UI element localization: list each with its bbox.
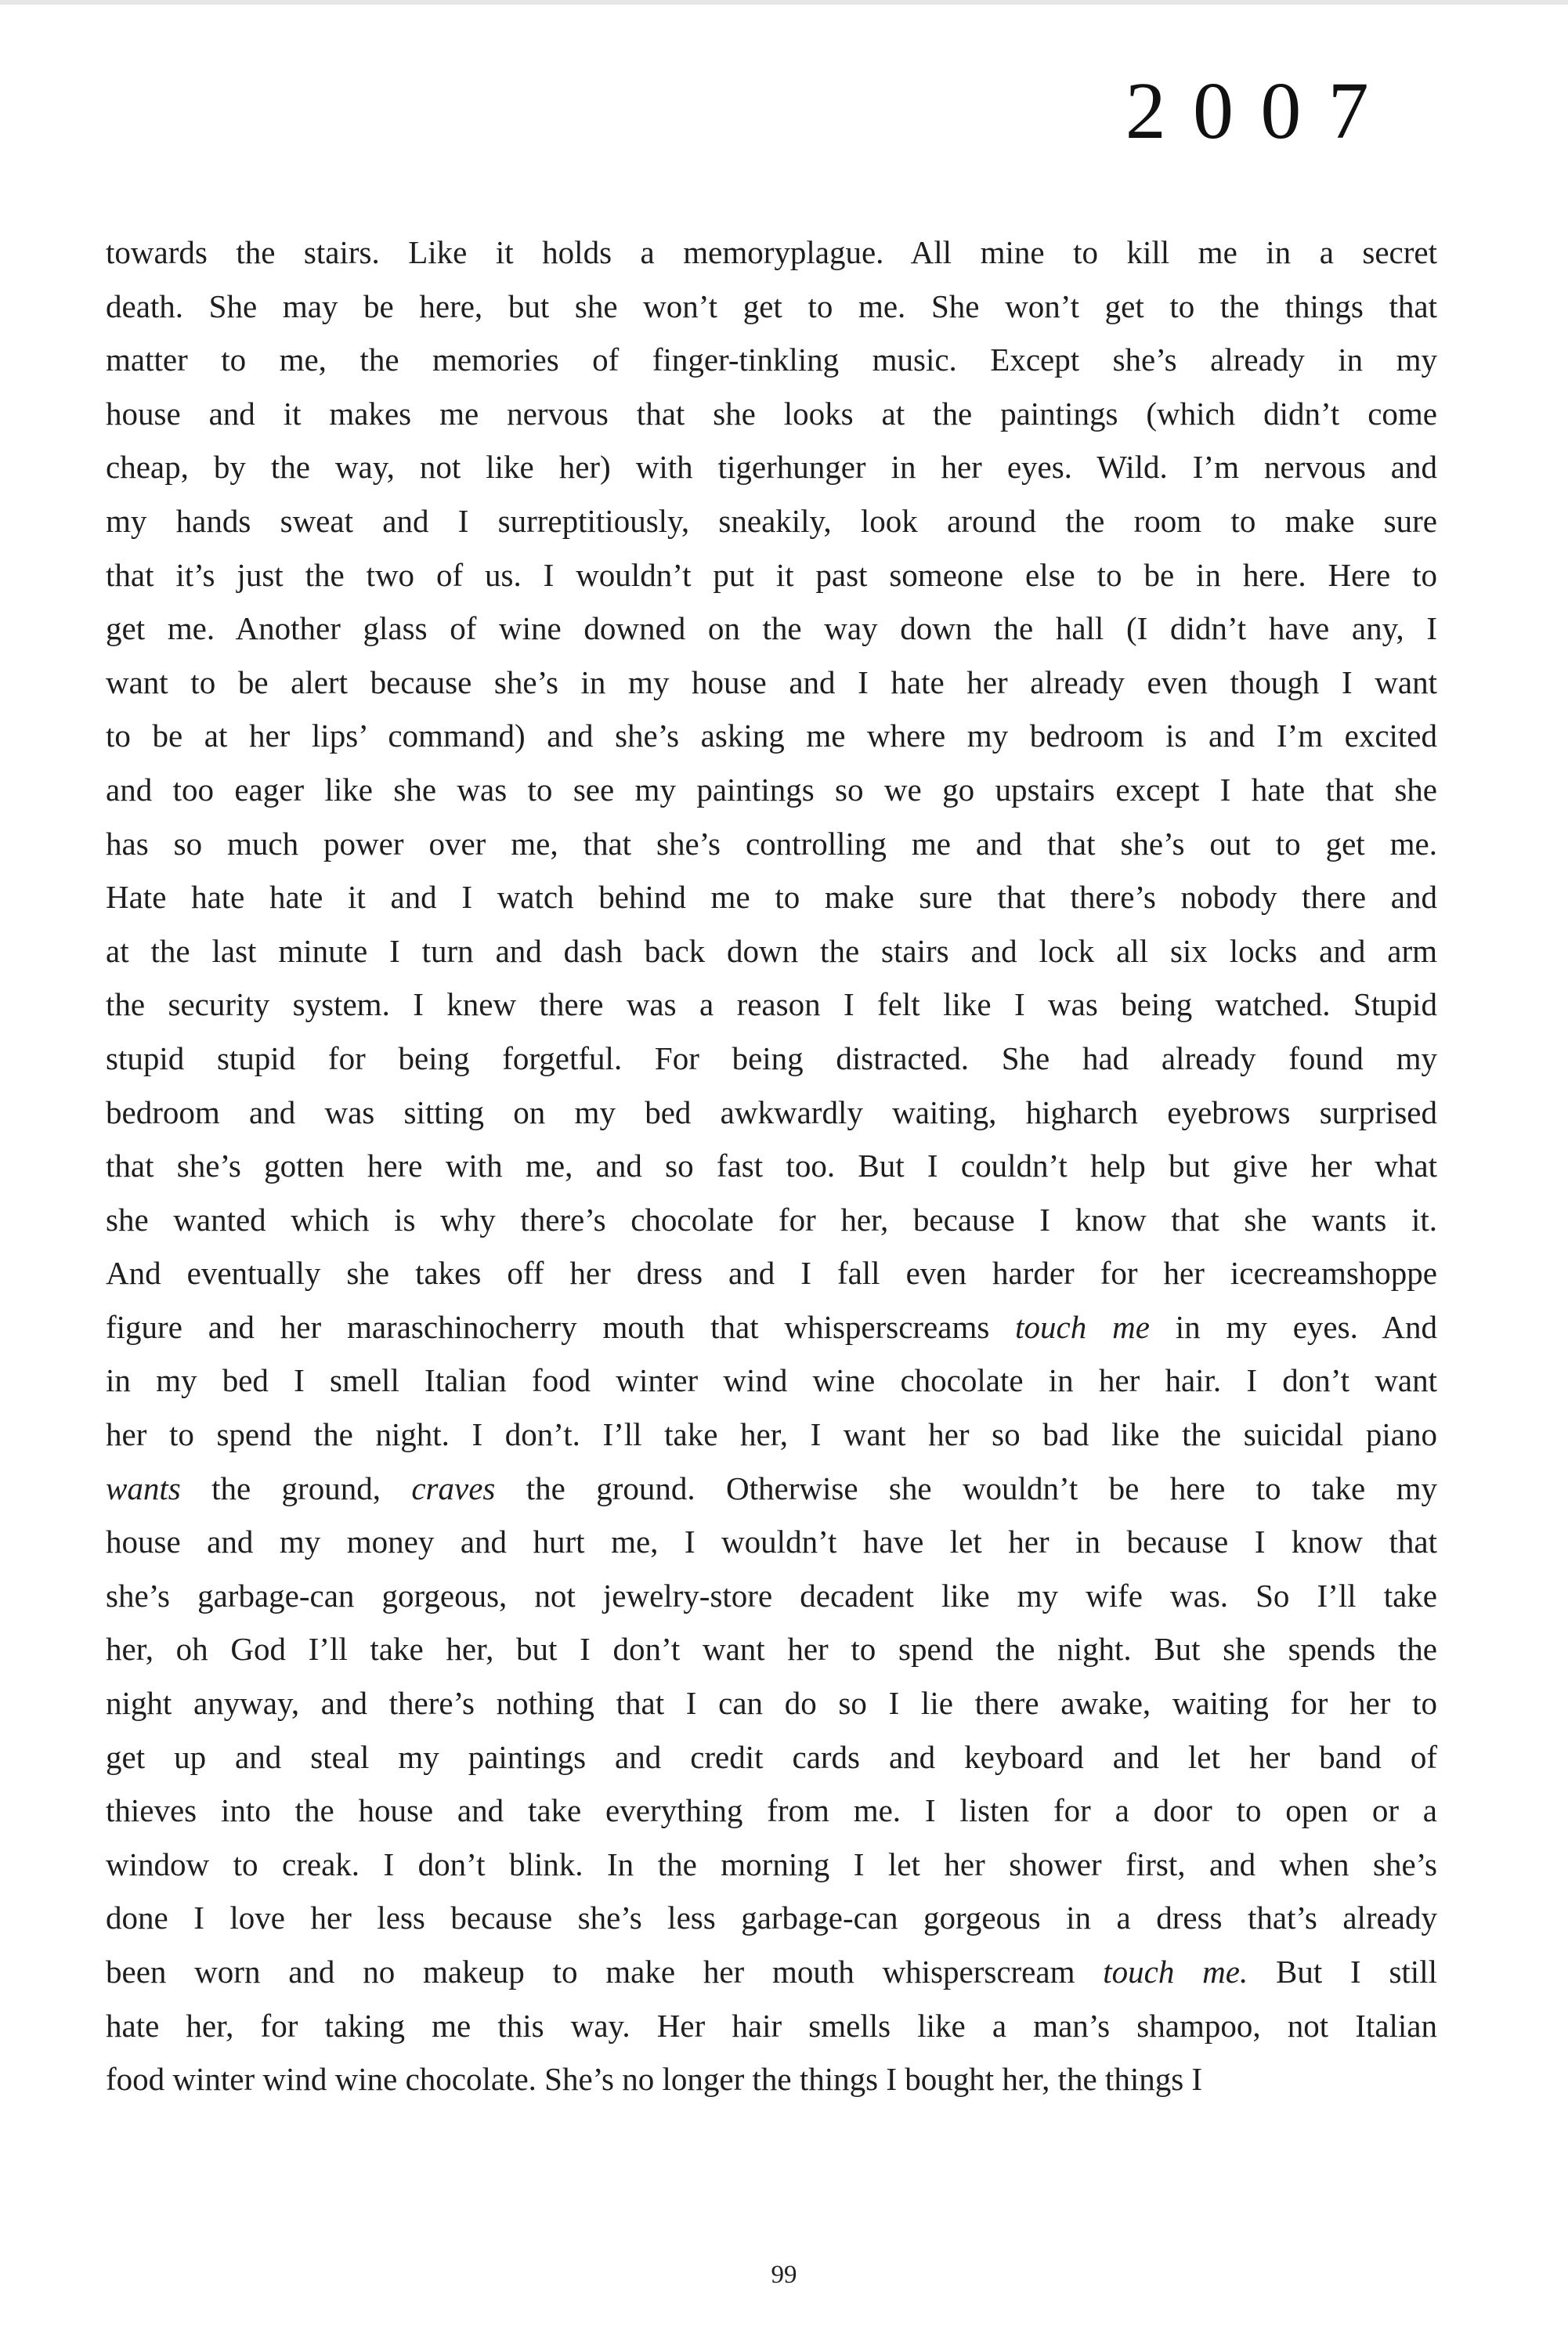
text-segment: But I still [1248, 1954, 1437, 1990]
text-line: has so much power over me, that she’s controlling me and that she’s out to get me. [106, 825, 1437, 862]
text-line: she’s garbage-can gorgeous, not jewelry-store decadent like my wife was. So I’ll take [106, 1577, 1437, 1614]
text-line: stupid stupid for being forgetful. For being distracted. She had already found my [106, 1039, 1437, 1076]
text-segment: in my eyes. And [1149, 1308, 1438, 1345]
text-line [106, 1462, 1437, 1516]
text-line [106, 1945, 1437, 1999]
text-line: bedroom and was sitting on my bed awkwardly waiting, higharch eyebrows surprised [106, 1094, 1437, 1130]
text-line: get up and steal my paintings and credit cards and keyboard and let her band of [106, 1738, 1437, 1775]
text-line: her to spend the night. I don’t. I’ll take her, I want her so bad like the suicidal piano [106, 1416, 1437, 1453]
text-line: and too eager like she was to see my paintings so we go upstairs except I hate that she [106, 771, 1437, 808]
text-segment: the ground, [180, 1470, 412, 1506]
text-line [106, 1300, 1437, 1354]
text-line: want to be alert because she’s in my house and I hate her already even though I want [106, 663, 1437, 700]
text-line: food winter wind wine chocolate. She’s no longer the things I bought her, the things I [106, 2061, 1203, 2098]
page-top-edge [0, 0, 1568, 5]
text-line: to be at her lips’ command) and she’s asking me where my bedroom is and I’m excited [106, 718, 1437, 754]
text-line: my hands sweat and I surreptitiously, sneakily, look around the room to make sure [106, 502, 1437, 539]
text-line: the security system. I knew there was a reason I felt like I was being watched. Stupid [106, 986, 1437, 1023]
page-number: 99 [771, 2261, 797, 2289]
italic-phrase: craves [411, 1470, 496, 1506]
text-line: thieves into the house and take everything from me. I listen for a door to open or a [106, 1792, 1437, 1829]
body-text [106, 226, 1437, 2106]
text-line: her, oh God I’ll take her, but I don’t want her to spend the night. But she spends the [106, 1631, 1437, 1668]
text-line: window to creak. I don’t blink. In the morning I let her shower first, and when she’s [106, 1846, 1437, 1882]
text-line: house and my money and hurt me, I wouldn’t have let her in because I know that [106, 1524, 1437, 1560]
text-line: she wanted which is why there’s chocolate for her, because I know that she wants it. [106, 1201, 1437, 1238]
text-line: that she’s gotten here with me, and so fast too. But I couldn’t help but give her what [106, 1148, 1437, 1184]
italic-phrase: wants [106, 1470, 181, 1506]
text-line: matter to me, the memories of finger-tinkling music. Except she’s already in my [106, 342, 1437, 378]
italic-phrase: touch me [1015, 1308, 1150, 1345]
text-line: towards the stairs. Like it holds a memoryplague. All mine to kill me in a secret [106, 234, 1437, 270]
text-line: cheap, by the way, not like her) with tigerhunger in her eyes. Wild. I’m nervous and [106, 449, 1437, 486]
text-line: done I love her less because she’s less garbage-can gorgeous in a dress that’s already [106, 1900, 1437, 1936]
text-line: at the last minute I turn and dash back down the stairs and lock all six locks and arm [106, 932, 1437, 969]
text-line: in my bed I smell Italian food winter wind wine chocolate in her hair. I don’t want [106, 1362, 1437, 1399]
text-line: that it’s just the two of us. I wouldn’t put it past someone else to be in here. Here to [106, 556, 1437, 593]
text-line: And eventually she takes off her dress and I fall even harder for her icecreamshoppe [106, 1255, 1437, 1292]
running-header-year: 2007 [1125, 66, 1396, 156]
text-line: hate her, for taking me this way. Her hair smells like a man’s shampoo, not Italian [106, 2007, 1437, 2044]
text-segment: the ground. Otherwise she wouldn’t be here to take my [495, 1470, 1437, 1506]
text-line: night anyway, and there’s nothing that I can do so I lie there awake, waiting for her to [106, 1685, 1437, 1722]
text-segment: been worn and no makeup to make her mouth whisperscream [106, 1954, 1104, 1990]
text-line: death. She may be here, but she won’t get to me. She won’t get to the things that [106, 287, 1437, 324]
text-segment: figure and her maraschinocherry mouth that whisperscreams [106, 1308, 1016, 1345]
text-line: get me. Another glass of wine downed on the way down the hall (I didn’t have any, I [106, 610, 1437, 647]
text-line: Hate hate hate it and I watch behind me to make sure that there’s nobody there and [106, 879, 1437, 916]
text-line: house and it makes me nervous that she looks at the paintings (which didn’t come [106, 395, 1437, 432]
italic-phrase: touch me. [1103, 1954, 1248, 1990]
